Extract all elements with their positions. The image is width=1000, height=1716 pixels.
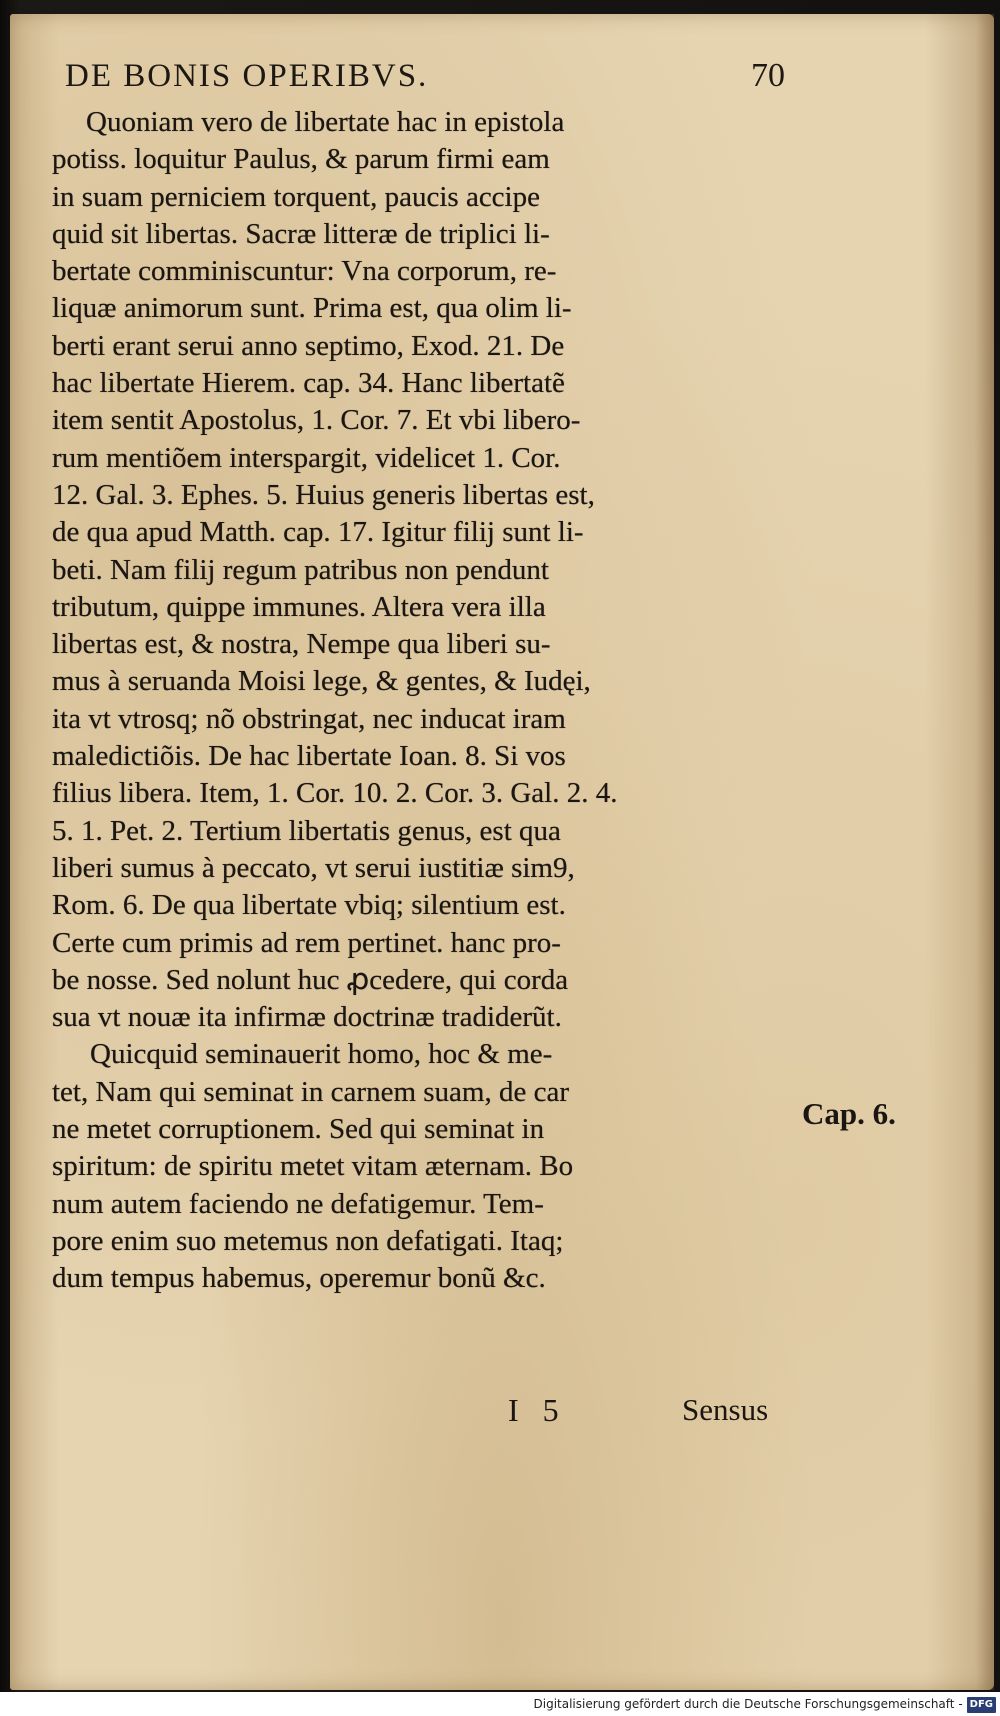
text-line: in suam perniciem torquent, paucis accipe [52, 180, 540, 213]
text-line: beti. Nam filij regum patribus non pendunt [52, 553, 549, 586]
marginal-chapter-note: Cap. 6. [802, 1096, 896, 1131]
text-line: de qua apud Matth. cap. 17. Igitur filij sunt li- [52, 516, 584, 549]
text-line: ita vt vtrosq; nõ obstringat, nec inducat iram [52, 702, 566, 735]
text-line: hac libertate Hierem. cap. 34. Hanc libertatẽ [52, 367, 565, 400]
text-line: filius libera. Item, 1. Cor. 10. 2. Cor. 3. Gal. 2. 4. [52, 777, 618, 810]
text-line: quid sit libertas. Sacræ litteræ de triplici li- [52, 217, 550, 250]
text-line: Quicquid seminauerit homo, hoc & me- [90, 1038, 553, 1071]
text-line: 5. 1. Pet. 2. Tertium libertatis genus, est qua [52, 814, 561, 847]
text-line: be nosse. Sed nolunt huc ꝓcedere, qui corda [52, 963, 569, 996]
text-line: libertas est, & nostra, Nempe qua liberi su- [52, 628, 551, 661]
main-text-block [52, 104, 786, 1298]
text-line: bertate comminiscuntur: Vna corporum, re- [52, 255, 557, 288]
text-line: sua vt nouæ ita infirmæ doctrinæ tradiderũt. [52, 1001, 562, 1034]
text-line: liberi sumus à peccato, vt serui iustitiæ sim9, [52, 851, 575, 884]
text-line: spiritum: de spiritu metet vitam æternam. Bo [52, 1150, 574, 1183]
text-line: rum mentiõem interspargit, videlicet 1. Cor. [52, 441, 561, 474]
text-line: mus à seruanda Moisi lege, & gentes, & Iudęi, [52, 665, 591, 698]
text-line: tet, Nam qui seminat in carnem suam, de car [52, 1075, 569, 1108]
text-line: maledictiõis. De hac libertate Ioan. 8. Si vos [52, 740, 566, 773]
text-line: Rom. 6. De qua libertate vbiq; silentium est. [52, 889, 566, 922]
text-line: berti erant serui anno septimo, Exod. 21. De [52, 329, 565, 362]
page-number: 70 [751, 57, 785, 94]
text-line: tributum, quippe immunes. Altera vera illa [52, 590, 546, 623]
text-line: item sentit Apostolus, 1. Cor. 7. Et vbi libero- [52, 404, 581, 437]
text-line: ne metet corruptionem. Sed qui seminat in [52, 1113, 545, 1146]
text-line: potiss. loquitur Paulus, & parum firmi eam [52, 143, 550, 176]
text-line: num autem faciendo ne defatigemur. Tem- [52, 1187, 544, 1220]
page-header [65, 50, 785, 102]
signature-mark: I 5 [508, 1392, 567, 1428]
text-line: Quoniam vero de libertate hac in epistola [86, 106, 565, 138]
digitization-footer [0, 1692, 1000, 1716]
catchword: Sensus [682, 1392, 769, 1427]
dfg-logo: DFG [967, 1697, 996, 1713]
text-line: 12. Gal. 3. Ephes. 5. Huius generis libertas est, [52, 478, 595, 511]
page-edge-shadow [976, 14, 994, 1690]
text-line: Certe cum primis ad rem pertinet. hanc pro- [52, 926, 561, 959]
text-line: pore enim suo metemus non defatigati. Itaq; [52, 1224, 564, 1257]
text-line: liquæ animorum sunt. Prima est, qua olim li- [52, 292, 572, 325]
footer-credit-text: Digitalisierung gefördert durch die Deutsche Forschungsgemeinschaft - [533, 1697, 963, 1711]
running-title: DE BONIS OPERIBVS. [65, 58, 429, 94]
text-line: dum tempus habemus, operemur bonũ &c. [52, 1262, 546, 1295]
